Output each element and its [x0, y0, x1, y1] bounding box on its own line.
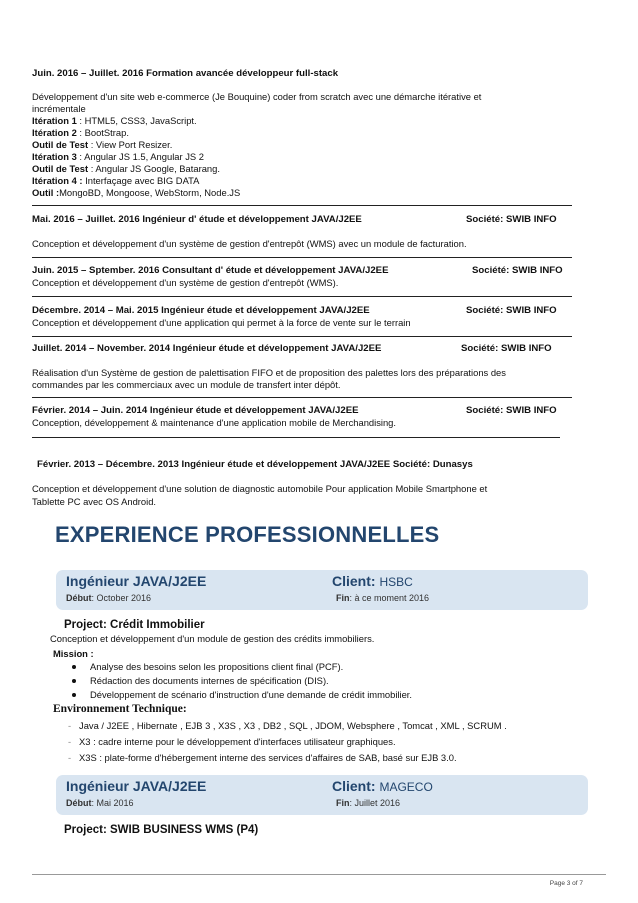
- entry-3-desc: Conception et développement d'un système de gestion d'entrepôt (WMS).: [32, 277, 339, 288]
- job-1-fin: Fin: à ce moment 2016: [336, 593, 430, 603]
- job-1-client: Client: HSBC: [332, 573, 413, 589]
- entry-6-societe: Société: SWIB INFO: [466, 405, 557, 416]
- page-number: Page 3 of 7: [549, 880, 583, 887]
- job-2-fin: Fin: Juillet 2016: [336, 798, 401, 808]
- mission-item: Analyse des besoins selon les propositions client final (PCF).: [90, 661, 343, 672]
- entry-5-societe: Société: SWIB INFO: [461, 343, 552, 354]
- entry-1-line: Itération 1 : HTML5, CSS3, JavaScript.: [32, 115, 197, 126]
- job-2-debut: Début: Mai 2016: [66, 798, 134, 808]
- entry-7-desc: Conception et développement d'une solution de diagnostic automobile Pour application Mobile Smartphone et: [32, 483, 488, 494]
- entry-6-header: Février. 2014 – Juin. 2014 Ingénieur étude et développement JAVA/J2EE: [32, 405, 359, 416]
- entry-7-desc-2: Tablette PC avec OS Android.: [32, 496, 157, 507]
- env-item: - X3S : plate-forme d'hébergement interne des services d'affaires de SAB, basé sur EJB 3.0.: [68, 752, 457, 763]
- entry-1-line: Itération 3 : Angular JS 1.5, Angular JS 2: [32, 151, 204, 162]
- entry-2-header: Mai. 2016 – Juillet. 2016 Ingénieur d' étude et développement JAVA/J2EE: [32, 214, 362, 225]
- entry-5-desc: Réalisation d'un Système de gestion de palettisation FIFO et de proposition des palettes lors des préparations des: [32, 367, 506, 378]
- entry-1-line: Outil de Test : View Port Resizer.: [32, 139, 173, 150]
- entry-4-desc: Conception et développement d'une application qui permet à la force de vente sur le terrain: [32, 317, 411, 328]
- entry-4-societe: Société: SWIB INFO: [466, 305, 557, 316]
- job-1-mission-label: Mission :: [53, 648, 94, 659]
- section-title: EXPERIENCE PROFESSIONNELLES: [55, 522, 440, 547]
- entry-1-line: Itération 2 : BootStrap.: [32, 127, 129, 138]
- env-item: - X3 : cadre interne pour le développement d'interfaces utilisateur graphiques.: [68, 736, 396, 747]
- entry-1-line: Outil de Test : Angular JS Google, Batarang.: [32, 163, 220, 174]
- entry-1-line: Itération 4 : Interfaçage avec BIG DATA: [32, 175, 200, 186]
- job-2-header-box: [56, 775, 588, 815]
- entry-1-desc-2: incrémentale: [32, 103, 86, 114]
- job-2-title: Ingénieur JAVA/J2EE: [66, 778, 207, 794]
- entry-6-desc: Conception, développement & maintenance d'une application mobile de Merchandising.: [32, 417, 397, 428]
- divider: [32, 336, 572, 337]
- entry-3-header: Juin. 2015 – Sptember. 2016 Consultant d' étude et développement JAVA/J2EE: [32, 265, 389, 276]
- job-1-env-label: Environnement Technique:: [53, 703, 187, 715]
- job-1-project: Project: Crédit Immobilier: [64, 619, 205, 631]
- env-item: - Java / J2EE , Hibernate , EJB 3 , X3S , X3 , DB2 , SQL , JDOM, Websphere , Tomcat , XML , SCRUM .: [68, 720, 507, 731]
- entry-7-header: Février. 2013 – Décembre. 2013 Ingénieur étude et développement JAVA/J2EE Société: Dunasys: [37, 459, 473, 470]
- job-1-title: Ingénieur JAVA/J2EE: [66, 573, 207, 589]
- divider: [32, 257, 572, 258]
- job-1-debut: Début: October 2016: [66, 593, 152, 603]
- entry-5-header: Juillet. 2014 – November. 2014 Ingénieur étude et développement JAVA/J2EE: [32, 343, 382, 354]
- entry-5-desc-2: commandes par les commerciaux avec un module de transfert inter dépôt.: [32, 379, 341, 390]
- job-1-project-desc: Conception et développement d'un module de gestion des crédits immobiliers.: [50, 633, 375, 644]
- divider: [32, 296, 572, 297]
- entry-1-header: Juin. 2016 – Juillet. 2016 Formation avancée développeur full-stack: [32, 68, 339, 79]
- entry-4-header: Décembre. 2014 – Mai. 2015 Ingénieur étude et développement JAVA/J2EE: [32, 305, 370, 316]
- entry-1-desc: Développement d'un site web e-commerce (Je Bouquine) coder from scratch avec une démarche itérative et: [32, 91, 482, 102]
- entry-2-societe: Société: SWIB INFO: [466, 214, 557, 225]
- job-2-client: Client: MAGECO: [332, 778, 433, 794]
- entry-3-societe: Société: SWIB INFO: [472, 265, 563, 276]
- entry-1-line: Outil :MongoBD, Mongoose, WebStorm, Node.JS: [32, 187, 241, 198]
- divider: [32, 437, 560, 438]
- mission-item: Développement de scénario d'instruction d'une demande de crédit immobilier.: [90, 689, 412, 700]
- mission-item: Rédaction des documents internes de spécification (DIS).: [90, 675, 329, 686]
- job-2-project: Project: SWIB BUSINESS WMS (P4): [64, 824, 259, 836]
- entry-2-desc: Conception et développement d'un système de gestion d'entrepôt (WMS) avec un module de facturation.: [32, 238, 467, 249]
- job-1-header-box: [56, 570, 588, 610]
- divider: [32, 205, 572, 206]
- footer-divider: [32, 874, 606, 875]
- divider: [32, 397, 572, 398]
